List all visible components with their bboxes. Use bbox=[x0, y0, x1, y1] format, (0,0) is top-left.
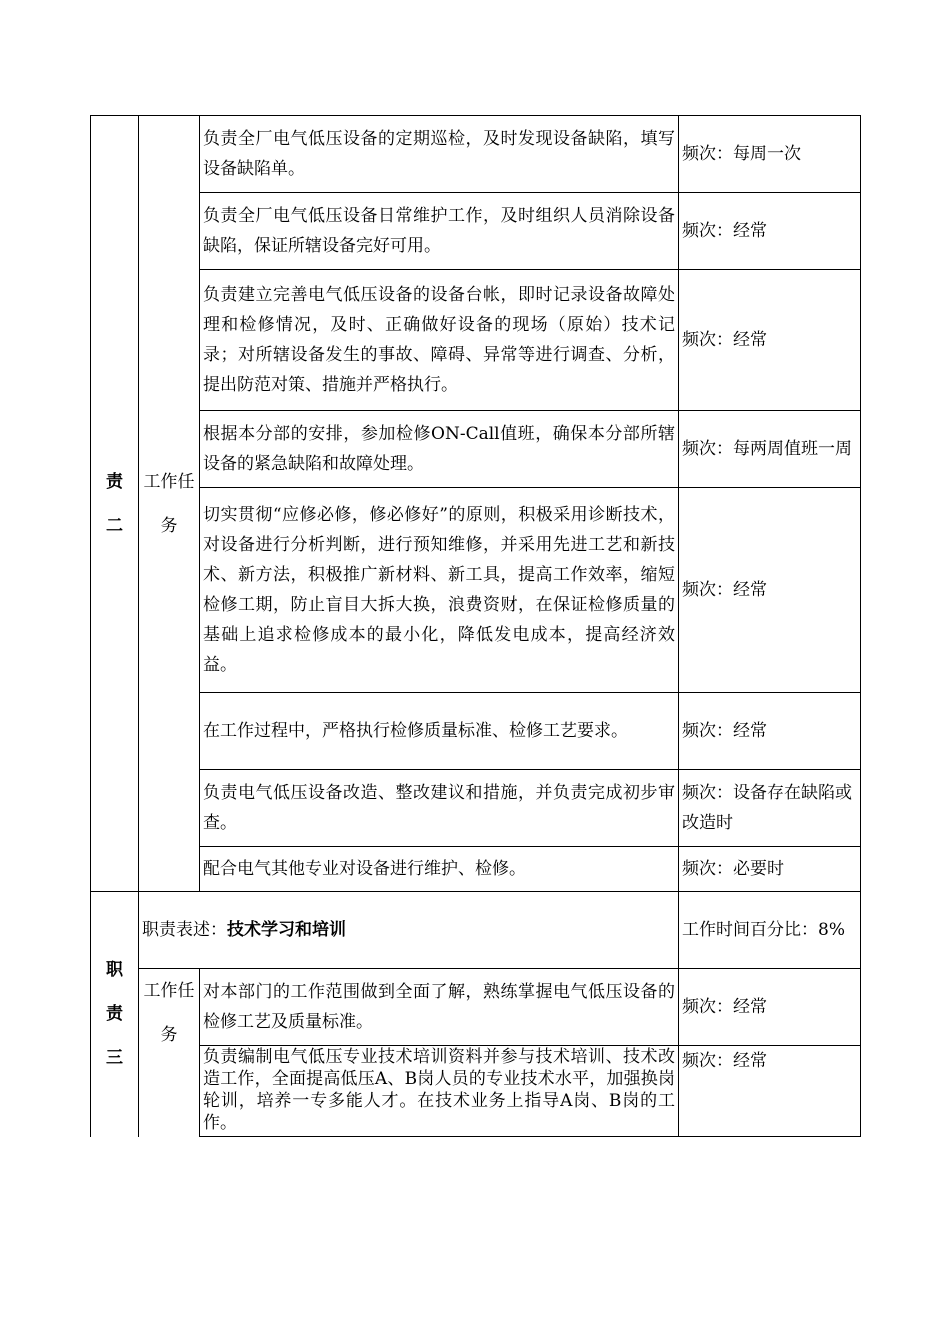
duty2-task-4: 根据本分部的安排，参加检修ON-Call值班，确保本分部所辖设备的紧急缺陷和故障处理。 bbox=[200, 411, 679, 488]
table-row bbox=[91, 1046, 861, 1137]
duty2-freq-6: 频次：经常 bbox=[679, 693, 861, 770]
table-row bbox=[91, 411, 861, 488]
duty2-label-cell bbox=[91, 116, 139, 892]
duty2-task-6: 在工作过程中，严格执行检修质量标准、检修工艺要求。 bbox=[200, 693, 679, 770]
duty-table bbox=[90, 115, 861, 1137]
table-row bbox=[91, 693, 861, 770]
duty3-sub-label: 工作任务 bbox=[143, 981, 195, 1045]
duty2-freq-1: 频次：每周一次 bbox=[679, 116, 861, 193]
duty3-summary bbox=[139, 892, 679, 969]
table-row bbox=[91, 847, 861, 892]
table-row bbox=[91, 969, 861, 1046]
duty2-task-2: 负责全厂电气低压设备日常维护工作，及时组织人员消除设备缺陷，保证所辖设备完好可用。 bbox=[200, 193, 679, 270]
duty2-freq-8: 频次：必要时 bbox=[679, 847, 861, 892]
duty3-task-1: 对本部门的工作范围做到全面了解，熟练掌握电气低压设备的检修工艺及质量标准。 bbox=[200, 969, 679, 1046]
table-row bbox=[91, 193, 861, 270]
table-row bbox=[91, 270, 861, 411]
duty3-label: 职责三 bbox=[106, 960, 123, 1069]
duty2-freq-3: 频次：经常 bbox=[679, 270, 861, 411]
duty2-task-3: 负责建立完善电气低压设备的设备台帐，即时记录设备故障处理和检修情况，及时、正确做好设备的现场（原始）技术记录；对所辖设备发生的事故、障碍、异常等进行调查、分析，提出防范对策、措施并严格执行。 bbox=[200, 270, 679, 411]
duty3-summary-value: 技术学习和培训 bbox=[227, 920, 346, 940]
duty3-label-cell bbox=[91, 892, 139, 1137]
duty3-task-2: 负责编制电气低压专业技术培训资料并参与技术培训、技术改造工作，全面提高低压A、B岗人员的专业技术水平，加强换岗轮训，培养一专多能人才。在技术业务上指导A岗、B岗的工作。 bbox=[200, 1046, 679, 1137]
table-row bbox=[91, 116, 861, 193]
duty2-label: 责二 bbox=[106, 471, 123, 536]
duty2-sub-label: 工作任务 bbox=[143, 471, 195, 536]
duty2-freq-4: 频次：每两周值班一周 bbox=[679, 411, 861, 488]
duty2-freq-7: 频次：设备存在缺陷或改造时 bbox=[679, 770, 861, 847]
duty3-summary-label: 职责表述： bbox=[142, 920, 227, 940]
duty3-sub-label-cell bbox=[139, 969, 200, 1137]
duty3-freq-2: 频次：经常 bbox=[679, 1046, 861, 1137]
duty2-task-5: 切实贯彻“应修必修，修必修好”的原则，积极采用诊断技术，对设备进行分析判断，进行预知维修，并采用先进工艺和新技术、新方法，积极推广新材料、新工具，提高工作效率，缩短检修工期，防止盲目大拆大换，浪费资财，在保证检修质量的基础上追求检修成本的最小化，降低发电成本，提高经济效益。 bbox=[200, 488, 679, 693]
duty3-freq-1: 频次：经常 bbox=[679, 969, 861, 1046]
duty2-task-7: 负责电气低压设备改造、整改建议和措施，并负责完成初步审查。 bbox=[200, 770, 679, 847]
table-row bbox=[91, 488, 861, 693]
table-row bbox=[91, 892, 861, 969]
duty2-freq-5: 频次：经常 bbox=[679, 488, 861, 693]
duty2-sub-label-cell bbox=[139, 116, 200, 892]
table-row bbox=[91, 770, 861, 847]
duty2-task-8: 配合电气其他专业对设备进行维护、检修。 bbox=[200, 847, 679, 892]
duty3-time-pct: 工作时间百分比：8% bbox=[679, 892, 861, 969]
duty2-freq-2: 频次：经常 bbox=[679, 193, 861, 270]
duty2-task-1: 负责全厂电气低压设备的定期巡检，及时发现设备缺陷，填写设备缺陷单。 bbox=[200, 116, 679, 193]
